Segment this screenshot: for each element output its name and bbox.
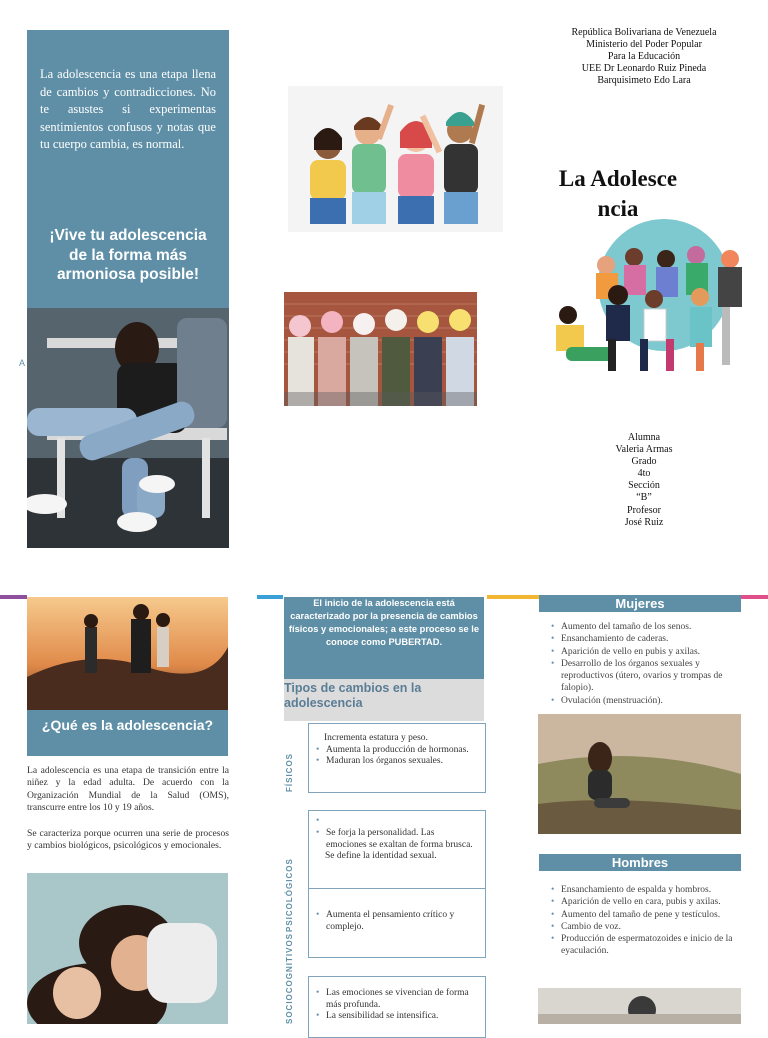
list-item: • Aumenta el pensamiento crítico y complejo.: [325, 910, 455, 933]
category-box-fisicos: [308, 723, 486, 793]
category-box-cognitivos: [308, 888, 486, 958]
list-item: • Aparición de vello en pubis y axilas.: [560, 646, 750, 658]
list-item: • Maduran los órganos sexuales.: [325, 756, 485, 768]
credits: [586, 432, 702, 529]
hug-photo: [27, 873, 228, 1024]
sunset-group-photo: [27, 597, 228, 710]
list-item: • Las emociones se vivencian de forma más profunda.: [325, 988, 475, 1011]
header-line: Barquisimeto Edo Lara: [597, 75, 691, 86]
teens-group-illustration: [546, 215, 751, 385]
list-item: • Ensanchamiento de espalda y hombros.: [560, 884, 750, 896]
school-header: [548, 27, 740, 87]
credit-line: Valeria Armas: [615, 444, 673, 456]
intro-text: La adolescencia es una etapa llena de cambios y contradicciones. No te asustes si experimentas sentimientos confusos y notas que tu cuerpo cambia, es normal.: [40, 67, 216, 151]
list-item: • Producción de espermatozoides e inicio de la eyaculación.: [560, 933, 750, 958]
header-line: Ministerio del Poder Popular: [586, 39, 702, 50]
credit-line: José Ruiz: [624, 516, 664, 528]
question-heading: ¿Qué es la adolescencia?: [27, 710, 228, 756]
list-item: • Aumento del tamaño de los senos.: [560, 621, 750, 633]
list-item: • Se forja la personalidad. Las emociones se exaltan de forma brusca.: [325, 828, 475, 851]
men-list: [550, 884, 750, 958]
header-line: Para la Educación: [607, 51, 681, 62]
category-label-fisicos: FÍSICOS: [285, 752, 294, 792]
credit-line: Profesor: [627, 504, 661, 516]
list-item: • Desarrollo de los órganos sexuales y reproductivos (útero, ovarios y trompas de falopio).: [560, 658, 750, 695]
start-text: El inicio de la adolescencia está caracterizado por la presencia de cambios físicos y emocionales; a este proceso se le conoce como PUBERTAD.: [284, 597, 484, 679]
category-label-psicologicos: PSICOLÓGICOS: [285, 858, 294, 932]
women-list: [550, 621, 750, 707]
definition-text-1: La adolescencia es una etapa de transición entre la niñez y la edad adulta. De acuerdo con la Organización Mundial de la Salud (OMS), transcurre entre los 10 y 19 años.: [27, 765, 229, 813]
emoji-faces-photo: [284, 292, 477, 406]
credit-line: 4to: [637, 468, 651, 480]
women-heading: Mujeres: [539, 595, 741, 612]
types-heading: Tipos de cambios en la adolescencia: [284, 679, 484, 721]
category-box-sociocognitivos: [308, 976, 486, 1038]
credit-line: Grado: [631, 456, 657, 468]
category-lead: Incrementa estatura y peso.: [324, 733, 428, 743]
list-item: Se define la identidad sexual.: [325, 851, 437, 861]
couple-on-bench-photo: [27, 308, 229, 548]
category-box-psicologicos: [308, 810, 486, 890]
boy-photo: [538, 988, 741, 1024]
list-item: • Ovulación (menstruación).: [560, 695, 750, 707]
list-item: • Cambio de voz.: [560, 921, 750, 933]
list-item: • Aumenta la producción de hormonas.: [325, 745, 485, 757]
credit-line: Alumna: [627, 432, 661, 443]
men-heading: Hombres: [539, 854, 741, 871]
header-line: República Bolivariana de Venezuela: [571, 27, 717, 38]
credit-line: Sección: [628, 480, 660, 492]
list-item: [325, 816, 475, 828]
header-line: UEE Dr Leonardo Ruiz Pineda: [581, 63, 707, 74]
slogan-text: ¡Vive tu adolescencia de la forma más armoniosa posible!: [49, 227, 207, 283]
brochure-title: La Adolescencia: [558, 166, 678, 221]
definition-text-2: Se caracteriza porque ocurren una serie de procesos y cambios biológicos, psicológicos y emocionales.: [27, 828, 229, 852]
credit-line: “B”: [636, 492, 652, 504]
list-item: • La sensibilidad se intensifica.: [325, 1011, 475, 1023]
list-item: • Aumento del tamaño de pene y testículos.: [560, 909, 750, 921]
cartoon-teens-illustration: [288, 86, 503, 232]
girl-on-hill-photo: [538, 714, 741, 834]
list-item: • Ensanchamiento de caderas.: [560, 633, 750, 645]
list-item: • Aparición de vello en cara, pubis y axilas.: [560, 896, 750, 908]
category-label-sociocognitivos: SOCIOCOGNITIVOS: [285, 932, 294, 1024]
stray-letter: A: [19, 358, 26, 368]
